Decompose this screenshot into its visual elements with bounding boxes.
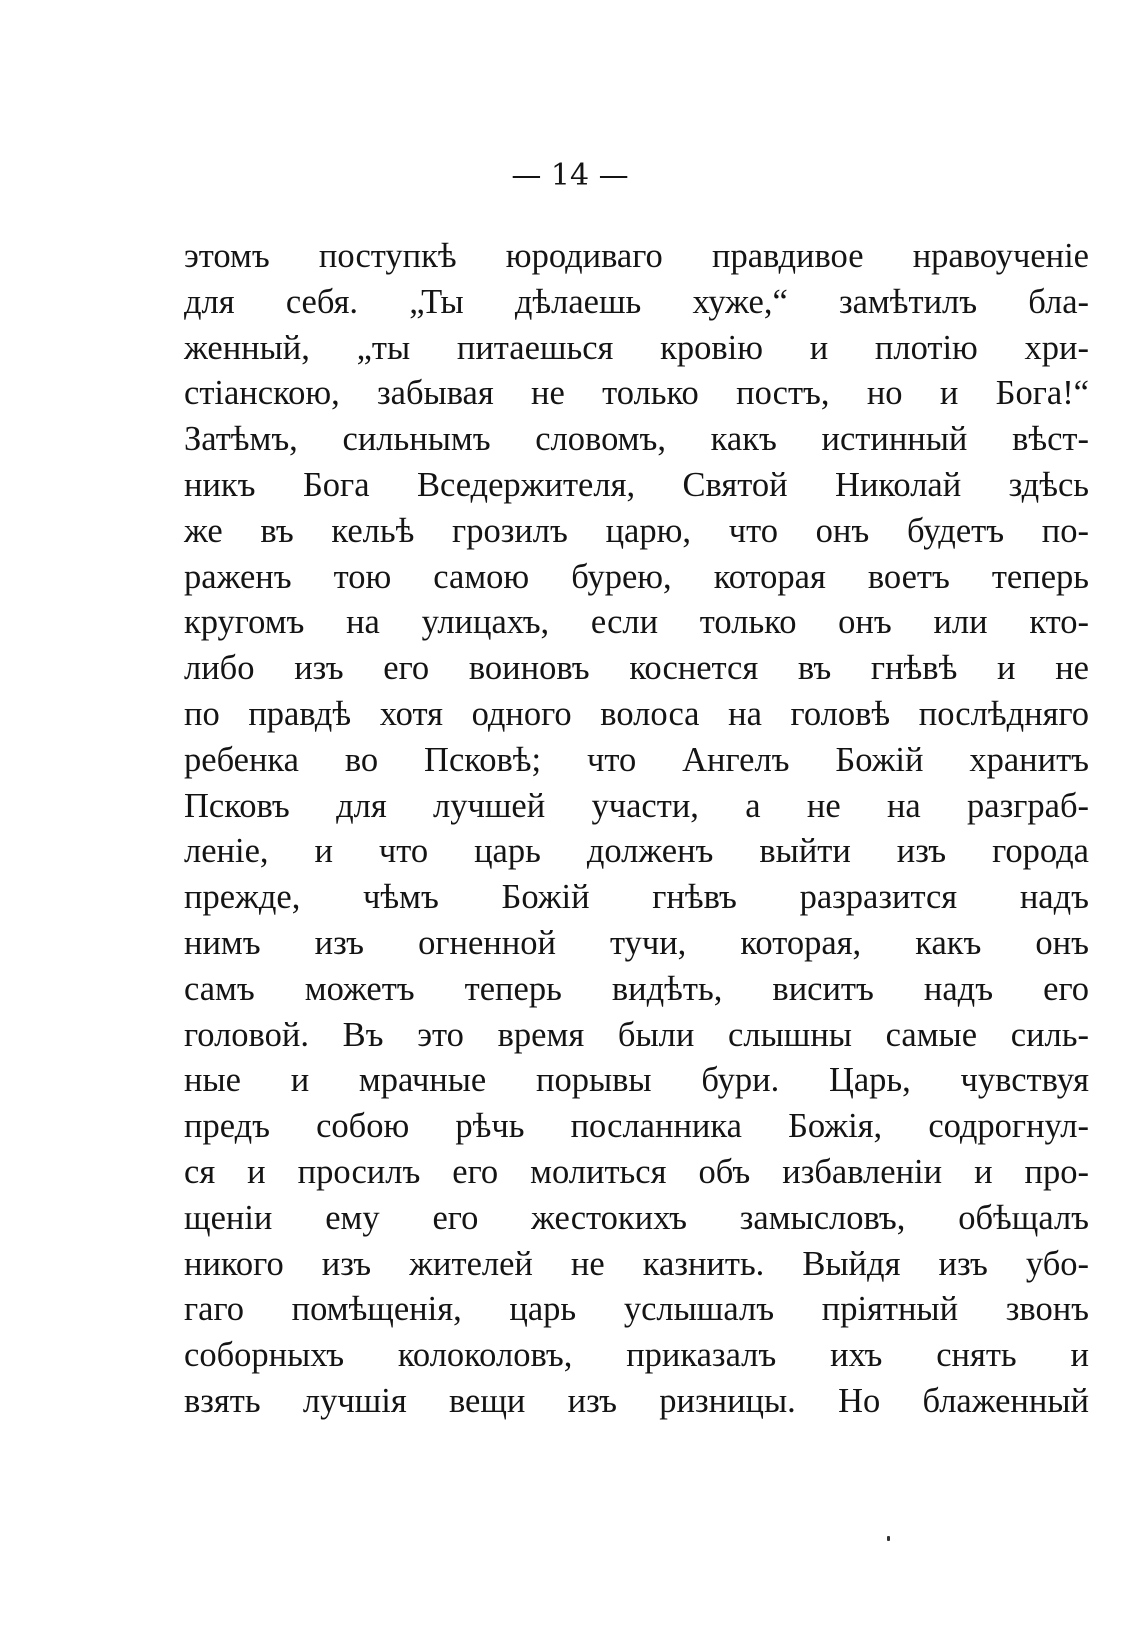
text-line: стіанскою, забывая не только постъ, но и Бога!“ xyxy=(184,374,1089,413)
text-line: нимъ изъ огненной тучи, которая, какъ онъ xyxy=(184,923,1089,962)
text-line: же въ кельѣ грозилъ царю, что онъ будетъ по- xyxy=(184,511,1089,550)
text-line: ся и просилъ его молиться объ избавленіи и про- xyxy=(184,1152,1089,1191)
text-line: щеніи ему его жестокихъ замысловъ, обѣщалъ xyxy=(184,1198,1089,1237)
text-line: предъ собою рѣчь посланника Божія, содрогнул- xyxy=(184,1107,1089,1146)
body-text xyxy=(184,234,1089,1425)
text-line: леніе, и что царь долженъ выйти изъ города xyxy=(184,832,1089,871)
text-line: головой. Въ это время были слышны самые силь- xyxy=(184,1015,1089,1054)
text-line: по правдѣ хотя одного волоса на головѣ послѣдняго xyxy=(184,694,1089,733)
text-line: ные и мрачные порывы бури. Царь, чувствуя xyxy=(184,1061,1089,1100)
ink-speck xyxy=(887,1536,890,1541)
text-line: этомъ поступкѣ юродиваго правдивое нравоученіе xyxy=(184,237,1089,275)
text-line: гаго помѣщенія, царь услышалъ пріятный звонъ xyxy=(184,1290,1089,1329)
text-line: прежде, чѣмъ Божій гнѣвъ разразится надъ xyxy=(184,878,1089,917)
text-line: никого изъ жителей не казнить. Выйдя изъ убо- xyxy=(184,1244,1089,1283)
text-line: Затѣмъ, сильнымъ словомъ, какъ истинный вѣст- xyxy=(184,420,1089,459)
text-line: либо изъ его воиновъ коснется въ гнѣвѣ и не xyxy=(184,649,1089,688)
text-line: Псковъ для лучшей участи, а не на разграб- xyxy=(184,786,1089,825)
text-line: раженъ тою самою бурею, которая воетъ теперь xyxy=(184,557,1089,596)
text-line: никъ Бога Вседержителя, Святой Николай здѣсь xyxy=(184,465,1089,504)
text-line: для себя. „Ты дѣлаешь хуже,“ замѣтилъ бла- xyxy=(184,282,1089,321)
text-line: женный, „ты питаешься кровію и плотію хри- xyxy=(184,328,1089,367)
page-number: — 14 — xyxy=(511,158,629,193)
text-line: кругомъ на улицахъ, если только онъ или кто- xyxy=(184,603,1089,642)
text-line: взять лучшія вещи изъ ризницы. Но блаженный xyxy=(184,1381,1089,1420)
text-line: самъ можетъ теперь видѣть, виситъ надъ его xyxy=(184,969,1089,1008)
text-line: соборныхъ колоколовъ, приказалъ ихъ снять и xyxy=(184,1336,1089,1375)
text-line: ребенка во Псковѣ; что Ангелъ Божій хранитъ xyxy=(184,740,1089,779)
